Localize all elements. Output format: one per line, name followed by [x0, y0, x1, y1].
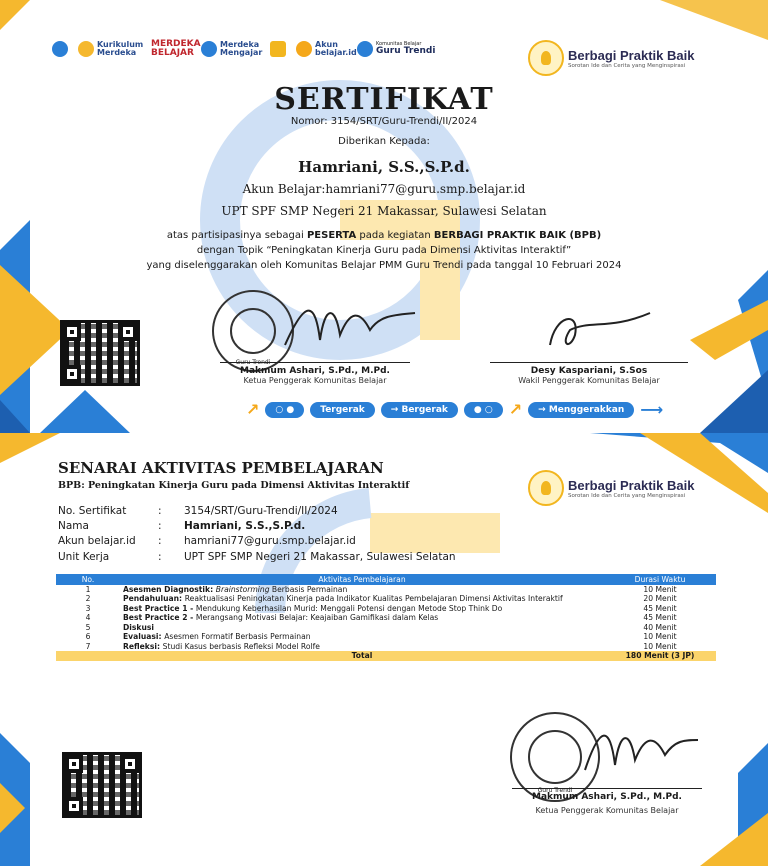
col-duration-header: Durasi Waktu: [604, 574, 716, 585]
merdeka-belajar-logo: MERDEKA BELAJAR: [151, 39, 201, 58]
arrow-up-right-icon: ↗: [508, 400, 523, 419]
recipient-school: UPT SPF SMP Negeri 21 Makassar, Sulawesi Selatan: [221, 204, 547, 218]
merdeka-mengajar-logo: Merdeka Mengajar: [201, 41, 260, 57]
certificate-title: SERTIFIKAT: [274, 82, 494, 117]
left-signer: Makmum Ashari, S.Pd., M.Pd. Ketua Penggerak Komunitas Belajar: [220, 362, 410, 385]
table-row: 6 Evaluasi: Asesmen Formatif Berbasis Permainan 10 Menit: [85, 632, 677, 642]
kemdikbud-logo: [52, 41, 68, 57]
col-activity-header: Aktivitas Pembelajaran: [120, 574, 604, 585]
recipient-account: Akun Belajar:hamriani77@guru.smp.belajar.id: [242, 182, 526, 196]
col-no-header: No.: [56, 574, 120, 585]
info-row: Nama : Hamriani, S.S.,S.P.d.: [58, 520, 306, 533]
activity-list-title: SENARAI AKTIVITAS PEMBELAJARAN: [58, 459, 384, 477]
table-row: 1 Asesmen Diagnostik: Brainstorming Berbasis Permainan 10 Menit: [85, 585, 677, 594]
participation-line: atas partisipasinya sebagai PESERTA pada kegiatan BERBAGI PRAKTIK BAIK (BPB): [166, 230, 602, 241]
toggle-dots-icon: ● ○: [464, 402, 503, 418]
table-row: 7 Refleksi: Studi Kasus berbasis Refleksi Model Rolfe 10 Menit: [85, 641, 677, 651]
arrow-right-icon: ⟶: [640, 400, 664, 419]
table-row: 3 Best Practice 1 - Mendukung Keberhasilan Murid: Menggali Potensi dengan Metode Stop Think Do 45 Menit: [85, 603, 677, 613]
info-row: Unit Kerja : UPT SPF SMP Negeri 21 Makassar, Sulawesi Selatan: [58, 550, 456, 563]
table-header-row: [56, 574, 716, 585]
home-icon: [270, 41, 286, 57]
arrow-up-right-icon: ↗: [246, 400, 260, 419]
tergerak-pill: Tergerak: [310, 402, 375, 418]
given-to-label: Diberikan Kepada:: [338, 136, 430, 147]
organizer-line: yang diselenggarakan oleh Komunitas Belajar PMM Guru Trendi pada tanggal 10 Februari 2024: [146, 260, 622, 271]
right-signer: Desy Kaspariani, S.Sos Wakil Penggerak Komunitas Belajar: [490, 362, 688, 385]
topic-line: dengan Topik “Peningkatan Kinerja Guru pada Dimensi Aktivitas Interaktif”: [196, 245, 572, 256]
table-row: 2 Pendahuluan: Reaktualisasi Peningkatan Kinerja pada Indikator Kualitas Pembelajaran Dimensi Aktivitas Interaktif 20 Menit: [85, 594, 677, 604]
info-row: No. Sertifikat : 3154/SRT/Guru-Trendi/II/2024: [58, 505, 338, 517]
info-row: Akun belajar.id : hamriani77@guru.smp.belajar.id: [58, 535, 356, 548]
menggerakkan-pill: → Menggerakkan: [528, 402, 634, 418]
partner-logos: [52, 40, 435, 58]
activity-list-subtitle: BPB: Peningkatan Kinerja Guru pada Dimensi Aktivitas Interaktif: [58, 480, 410, 491]
community-stamp: Guru Trendi: [510, 712, 600, 802]
recipient-name: Hamriani, S.S.,S.P.d.: [298, 158, 470, 176]
table-total-row: Total 180 Menit (3 JP): [56, 651, 716, 660]
bpb-brand: Berbagi Praktik Baik Sorotan Ide dan Cerita yang Menginspirasi: [528, 40, 694, 76]
akun-belajar-logo: Akun belajar.id: [296, 41, 347, 57]
signature-right: [540, 305, 660, 355]
motto-footer: [246, 400, 663, 419]
signature-left: [280, 295, 420, 355]
participant-info: [58, 504, 456, 565]
qr-code: [62, 752, 142, 818]
certificate-number: Nomor: 3154/SRT/Guru-Trendi/II/2024: [290, 116, 478, 127]
guru-trendi-logo: Komunitas Belajar Guru Trendi: [357, 41, 435, 57]
signer-page2: Makmum Ashari, S.Pd., M.Pd. Ketua Penggerak Komunitas Belajar: [512, 788, 702, 815]
community-stamp: Guru Trendi: [212, 290, 294, 372]
signature-left: [580, 720, 700, 780]
toggle-dots-icon: ○ ●: [265, 402, 304, 418]
qr-code: [60, 320, 140, 386]
bpb-brand: Berbagi Praktik Baik Sorotan Ide dan Cerita yang Menginspirasi: [528, 470, 694, 506]
table-row: 4 Best Practice 2 - Merangsang Motivasi Belajar: Keajaiban Gamifikasi dalam Kelas 45 Menit: [85, 613, 677, 623]
lightbulb-icon: [528, 470, 564, 506]
table-row: 5 Diskusi 40 Menit: [85, 622, 677, 632]
kurikulum-merdeka-logo: Kurikulum Merdeka: [78, 41, 141, 57]
bergerak-pill: → Bergerak: [381, 402, 458, 418]
activity-table: [56, 574, 716, 661]
lightbulb-icon: [528, 40, 564, 76]
